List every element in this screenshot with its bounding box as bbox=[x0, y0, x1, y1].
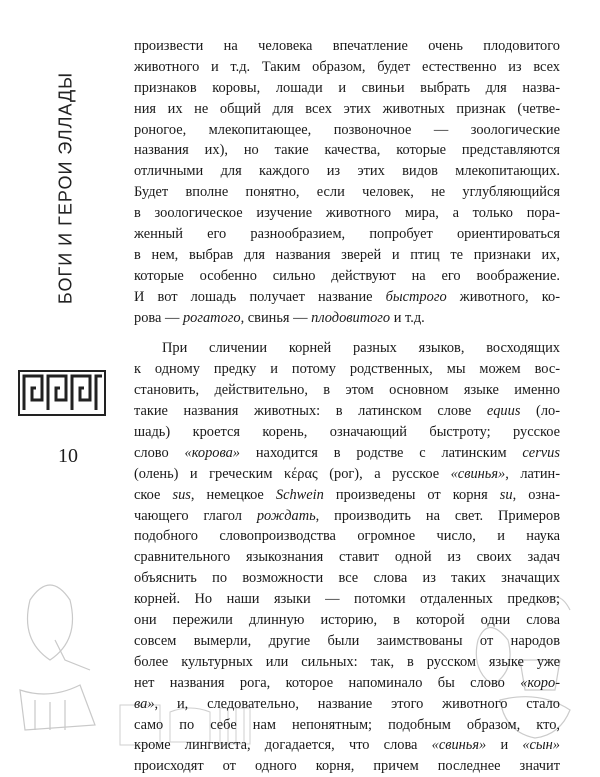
running-title: БОГИ И ГЕРОИ ЭЛЛАДЫ bbox=[55, 71, 76, 305]
text-line: отличными для каждого из этих видов млекопитающих. bbox=[134, 163, 560, 180]
text-line: женный его разнообразием, попробует ориентироваться bbox=[134, 226, 560, 243]
text-line: Будет вполне понятно, если человек, не углубляющийся bbox=[134, 184, 560, 201]
text-line: животного и т.д. Таким образом, будет естественно из всех bbox=[134, 58, 560, 75]
italic-word: рождать bbox=[256, 507, 316, 524]
text-line: При сличении корней разных языков, восходящих bbox=[162, 340, 560, 357]
vase-sketch-left bbox=[20, 585, 95, 730]
greek-word: κέρας bbox=[283, 465, 318, 482]
text-line bbox=[134, 673, 560, 694]
text-run: , и, следовательно, название этого животного стало bbox=[154, 695, 560, 712]
text-line: шадь) кроется корень, означающий быстроту; русское bbox=[134, 424, 560, 441]
italic-word: «коро- bbox=[520, 674, 560, 691]
text-line: которые особенно сильно действуют на его воображение. bbox=[134, 267, 560, 284]
text-run: чающего глагол bbox=[134, 507, 257, 524]
page-number: 10 bbox=[58, 445, 78, 467]
italic-word: ва» bbox=[134, 695, 155, 712]
text-line bbox=[134, 287, 560, 308]
text-run: ское bbox=[134, 486, 173, 503]
text-run: , производить на свет. Примеров bbox=[315, 507, 560, 524]
text-run: И вот лошадь получает название bbox=[134, 288, 386, 305]
text-line: они пережили длинную историю, в которой одни слова bbox=[134, 612, 560, 629]
text-line bbox=[134, 506, 560, 527]
text-line: корней. Но наши языки — потомки отдаленных предков; bbox=[134, 591, 560, 608]
text-line bbox=[134, 443, 560, 464]
text-run: животного, ко- bbox=[446, 288, 560, 305]
text-run: такие названия животных: в латинском слове bbox=[134, 403, 487, 420]
text-line: названия их), но такие качества, которые представляются bbox=[134, 142, 560, 159]
italic-word: cervus bbox=[522, 444, 560, 461]
text-run: (олень) и греческим bbox=[134, 465, 284, 482]
italic-word: «свинья» bbox=[431, 737, 487, 754]
italic-word: sus bbox=[172, 486, 191, 503]
text-line: более культурных или сильных: так, в русском языке уже bbox=[134, 653, 560, 670]
text-run: находится в родстве с латинским bbox=[240, 444, 523, 461]
text-line: произвести на человека впечатление очень плодовитого bbox=[134, 38, 560, 54]
text-line: к одному предку и потому родственных, мы можем вос- bbox=[134, 361, 560, 378]
text-line: само по себе нам непонятным; подобным образом, кто, bbox=[134, 716, 560, 733]
italic-word: su bbox=[499, 486, 513, 503]
text-line bbox=[134, 308, 560, 329]
text-line: признаков коровы, лошади и свиньи выбрать для назва- bbox=[134, 79, 560, 96]
text-run: нет названия рога, которое напоминало бы слово bbox=[134, 674, 521, 691]
text-run: , озна- bbox=[512, 486, 560, 503]
text-run: , латин- bbox=[505, 465, 560, 482]
paragraph-gap bbox=[134, 328, 560, 338]
italic-word: «корова» bbox=[184, 444, 241, 461]
text-line: подобного словопроизводства огромное число, и наука bbox=[134, 528, 560, 545]
text-line: ния их не общий для всех этих животных признак (четве- bbox=[134, 100, 560, 117]
italic-word: equus bbox=[486, 403, 521, 420]
text-run: , свинья — bbox=[240, 309, 312, 326]
text-run: кроме лингвиста, догадается, что слова bbox=[134, 737, 432, 754]
text-line bbox=[134, 735, 560, 756]
italic-word: быстрого bbox=[385, 288, 447, 305]
text-line: в нем, выбрав для названия зверей и птиц те признаки их, bbox=[134, 246, 560, 263]
body-text bbox=[134, 36, 560, 777]
text-line: совсем вымерли, другие были заимствованы от народов bbox=[134, 632, 560, 649]
text-run: и bbox=[486, 737, 523, 754]
text-line: объяснить по возможности все слова из таких значащих bbox=[134, 570, 560, 587]
greek-key-ornament bbox=[18, 370, 106, 416]
text-run: (рог), а русское bbox=[317, 465, 451, 482]
text-line: становить, действительно, в этом основном языке именно bbox=[134, 382, 560, 399]
text-line: роногое, млекопитающее, позвоночное — зоологические bbox=[134, 121, 560, 138]
text-run: рова — bbox=[134, 309, 183, 326]
italic-word: рогатого bbox=[182, 309, 241, 326]
text-run: (ло- bbox=[520, 403, 560, 420]
text-line bbox=[134, 694, 560, 715]
text-run: произведены от корня bbox=[323, 486, 500, 503]
italic-word: плодовитого bbox=[311, 309, 391, 326]
text-line bbox=[134, 401, 560, 422]
text-line: сравнительного языкознания ставит одной из своих задач bbox=[134, 549, 560, 566]
text-line bbox=[134, 485, 560, 506]
text-run: слово bbox=[134, 444, 185, 461]
italic-word: Schwein bbox=[275, 486, 324, 503]
italic-word: «сын» bbox=[522, 737, 560, 754]
text-run: , немецкое bbox=[190, 486, 276, 503]
text-run: и т.д. bbox=[390, 309, 425, 326]
text-line: в зоологическое изучение животного мира, а только пора- bbox=[134, 205, 560, 222]
italic-word: «свинья» bbox=[450, 465, 506, 482]
text-line: происходят от одного корня, причем последнее значит bbox=[134, 758, 560, 775]
text-line bbox=[134, 464, 560, 485]
